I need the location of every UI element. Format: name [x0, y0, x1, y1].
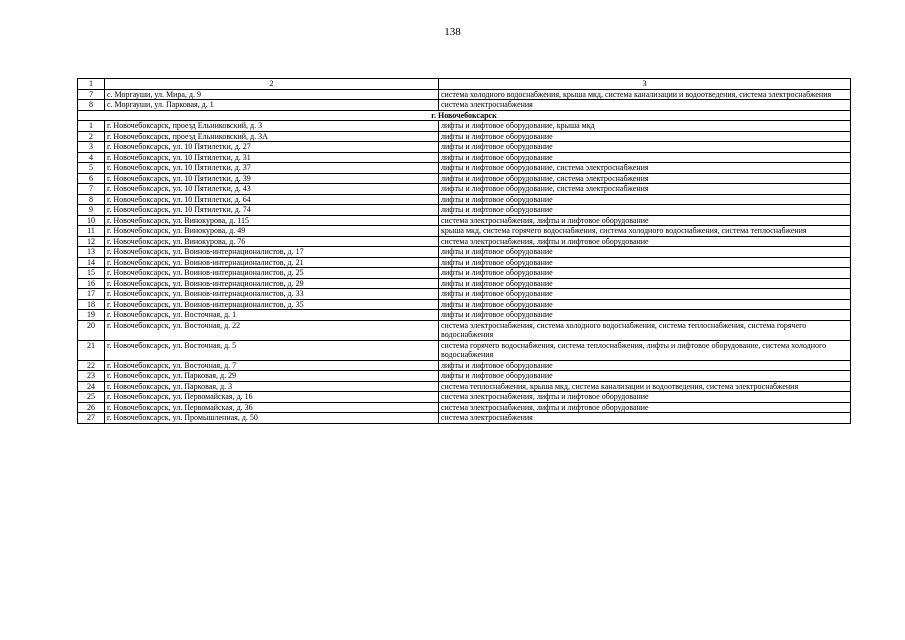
systems-cell: лифты и лифтовое оборудование, система электроснабжения [439, 184, 851, 195]
address-cell: г. Новочебоксарск, ул. Восточная, д. 5 [105, 340, 439, 360]
systems-cell: система холодного водоснабжения, крыша мкд, система канализации и водоотведения, система электроснабжения [439, 89, 851, 100]
address-cell: г. Новочебоксарск, ул. Первомайская, д. 16 [105, 392, 439, 403]
systems-cell: лифты и лифтовое оборудование [439, 194, 851, 205]
systems-cell: система электроснабжения, система холодного водоснабжения, система теплоснабжения, система горячего водоснабжения [439, 320, 851, 340]
header-cell-address: 2 [105, 79, 439, 90]
row-number-cell: 12 [78, 236, 105, 247]
address-cell: г. Новочебоксарск, ул. 10 Пятилетки, д. 27 [105, 142, 439, 153]
row-number-cell: 7 [78, 184, 105, 195]
table-row [78, 121, 851, 132]
systems-cell: лифты и лифтовое оборудование [439, 278, 851, 289]
table-row [78, 226, 851, 237]
address-cell: г. Новочебоксарск, ул. Первомайская, д. 36 [105, 402, 439, 413]
row-number-cell: 7 [78, 89, 105, 100]
row-number-cell: 27 [78, 413, 105, 424]
address-cell: г. Новочебоксарск, ул. 10 Пятилетки, д. 37 [105, 163, 439, 174]
table-body [78, 79, 851, 424]
systems-cell: лифты и лифтовое оборудование [439, 152, 851, 163]
systems-cell: система электроснабжения, лифты и лифтовое оборудование [439, 215, 851, 226]
systems-cell: система теплоснабжения, крыша мкд, система канализации и водоотведения, система электроснабжения [439, 381, 851, 392]
table-row [78, 289, 851, 300]
address-cell: г. Новочебоксарск, ул. 10 Пятилетки, д. 74 [105, 205, 439, 216]
systems-cell: система горячего водоснабжения, система теплоснабжения, лифты и лифтовое оборудование, система холодного водоснабжения [439, 340, 851, 360]
table-row [78, 257, 851, 268]
section-title: г. Новочебоксарск [78, 110, 851, 121]
address-cell: г. Новочебоксарск, ул. Восточная, д. 22 [105, 320, 439, 340]
table-row [78, 299, 851, 310]
systems-cell: лифты и лифтовое оборудование [439, 268, 851, 279]
table-row [78, 131, 851, 142]
systems-cell: система электроснабжения, лифты и лифтовое оборудование [439, 392, 851, 403]
table-row [78, 205, 851, 216]
row-number-cell: 16 [78, 278, 105, 289]
row-number-cell: 21 [78, 340, 105, 360]
address-cell: г. Новочебоксарск, ул. 10 Пятилетки, д. 39 [105, 173, 439, 184]
row-number-cell: 9 [78, 205, 105, 216]
address-cell: г. Новочебоксарск, ул. Винокурова, д. 49 [105, 226, 439, 237]
row-number-cell: 6 [78, 173, 105, 184]
table-row [78, 340, 851, 360]
table-row [78, 371, 851, 382]
table-row [78, 236, 851, 247]
buildings-table [77, 78, 851, 424]
systems-cell: лифты и лифтовое оборудование [439, 371, 851, 382]
row-number-cell: 23 [78, 371, 105, 382]
row-number-cell: 20 [78, 320, 105, 340]
systems-cell: лифты и лифтовое оборудование [439, 142, 851, 153]
row-number-cell: 25 [78, 392, 105, 403]
systems-cell: лифты и лифтовое оборудование [439, 310, 851, 321]
systems-cell: система электроснабжения [439, 100, 851, 111]
table-row [78, 89, 851, 100]
systems-cell: лифты и лифтовое оборудование, крыша мкд [439, 121, 851, 132]
row-number-cell: 13 [78, 247, 105, 258]
table-row [78, 278, 851, 289]
table-row [78, 247, 851, 258]
table-row [78, 268, 851, 279]
row-number-cell: 3 [78, 142, 105, 153]
address-cell: г. Новочебоксарск, ул. 10 Пятилетки, д. 43 [105, 184, 439, 195]
address-cell: г. Новочебоксарск, ул. Воинов-интернационалистов, д. 33 [105, 289, 439, 300]
address-cell: г. Новочебоксарск, ул. Воинов-интернационалистов, д. 17 [105, 247, 439, 258]
systems-cell: крыша мкд, система горячего водоснабжения, система холодного водоснабжения, система теплоснабжения [439, 226, 851, 237]
systems-cell: система электроснабжения, лифты и лифтовое оборудование [439, 402, 851, 413]
address-cell: г. Новочебоксарск, проезд Ельниковский, д. 3 [105, 121, 439, 132]
address-cell: г. Новочебоксарск, ул. Воинов-интернационалистов, д. 25 [105, 268, 439, 279]
row-number-cell: 26 [78, 402, 105, 413]
address-cell: г. Новочебоксарск, ул. 10 Пятилетки, д. 31 [105, 152, 439, 163]
systems-cell: лифты и лифтовое оборудование [439, 289, 851, 300]
table-row [78, 100, 851, 111]
address-cell: г. Новочебоксарск, ул. Парковая, д. 3 [105, 381, 439, 392]
table-row [78, 184, 851, 195]
address-cell: г. Новочебоксарск, ул. Восточная, д. 1 [105, 310, 439, 321]
row-number-cell: 1 [78, 121, 105, 132]
row-number-cell: 5 [78, 163, 105, 174]
table-row [78, 320, 851, 340]
address-cell: с. Моргауши, ул. Парковая, д. 1 [105, 100, 439, 111]
row-number-cell: 8 [78, 194, 105, 205]
header-cell-number: 1 [78, 79, 105, 90]
systems-cell: лифты и лифтовое оборудование [439, 360, 851, 371]
table-row [78, 152, 851, 163]
address-cell: с. Моргауши, ул. Мира, д. 9 [105, 89, 439, 100]
row-number-cell: 15 [78, 268, 105, 279]
table-row [78, 381, 851, 392]
address-cell: г. Новочебоксарск, ул. Винокурова, д. 76 [105, 236, 439, 247]
row-number-cell: 17 [78, 289, 105, 300]
header-cell-systems: 3 [439, 79, 851, 90]
address-cell: г. Новочебоксарск, ул. Восточная, д. 7 [105, 360, 439, 371]
systems-cell: лифты и лифтовое оборудование [439, 299, 851, 310]
address-cell: г. Новочебоксарск, ул. Промышленная, д. 50 [105, 413, 439, 424]
systems-cell: система электроснабжения [439, 413, 851, 424]
table-header-row [78, 79, 851, 90]
systems-cell: лифты и лифтовое оборудование [439, 131, 851, 142]
systems-cell: лифты и лифтовое оборудование [439, 257, 851, 268]
systems-cell: система электроснабжения, лифты и лифтовое оборудование [439, 236, 851, 247]
table-row [78, 392, 851, 403]
table-row [78, 215, 851, 226]
row-number-cell: 11 [78, 226, 105, 237]
row-number-cell: 8 [78, 100, 105, 111]
systems-cell: лифты и лифтовое оборудование, система электроснабжения [439, 173, 851, 184]
page-number: 138 [444, 26, 461, 38]
address-cell: г. Новочебоксарск, ул. Воинов-интернационалистов, д. 35 [105, 299, 439, 310]
table-row [78, 360, 851, 371]
systems-cell: лифты и лифтовое оборудование [439, 247, 851, 258]
table-row [78, 413, 851, 424]
table-row [78, 163, 851, 174]
row-number-cell: 18 [78, 299, 105, 310]
address-cell: г. Новочебоксарск, ул. Винокурова, д. 115 [105, 215, 439, 226]
address-cell: г. Новочебоксарск, ул. Воинов-интернационалистов, д. 21 [105, 257, 439, 268]
address-cell: г. Новочебоксарск, ул. Парковая, д. 29 [105, 371, 439, 382]
row-number-cell: 19 [78, 310, 105, 321]
systems-cell: лифты и лифтовое оборудование [439, 205, 851, 216]
address-cell: г. Новочебоксарск, ул. Воинов-интернационалистов, д. 29 [105, 278, 439, 289]
systems-cell: лифты и лифтовое оборудование, система электроснабжения [439, 163, 851, 174]
table-row [78, 310, 851, 321]
row-number-cell: 4 [78, 152, 105, 163]
address-cell: г. Новочебоксарск, ул. 10 Пятилетки, д. 64 [105, 194, 439, 205]
section-row [78, 110, 851, 121]
row-number-cell: 24 [78, 381, 105, 392]
row-number-cell: 2 [78, 131, 105, 142]
table-row [78, 173, 851, 184]
table-row [78, 142, 851, 153]
table-row [78, 402, 851, 413]
table-row [78, 194, 851, 205]
row-number-cell: 22 [78, 360, 105, 371]
row-number-cell: 10 [78, 215, 105, 226]
address-cell: г. Новочебоксарск, проезд Ельниковский, д. 3А [105, 131, 439, 142]
row-number-cell: 14 [78, 257, 105, 268]
